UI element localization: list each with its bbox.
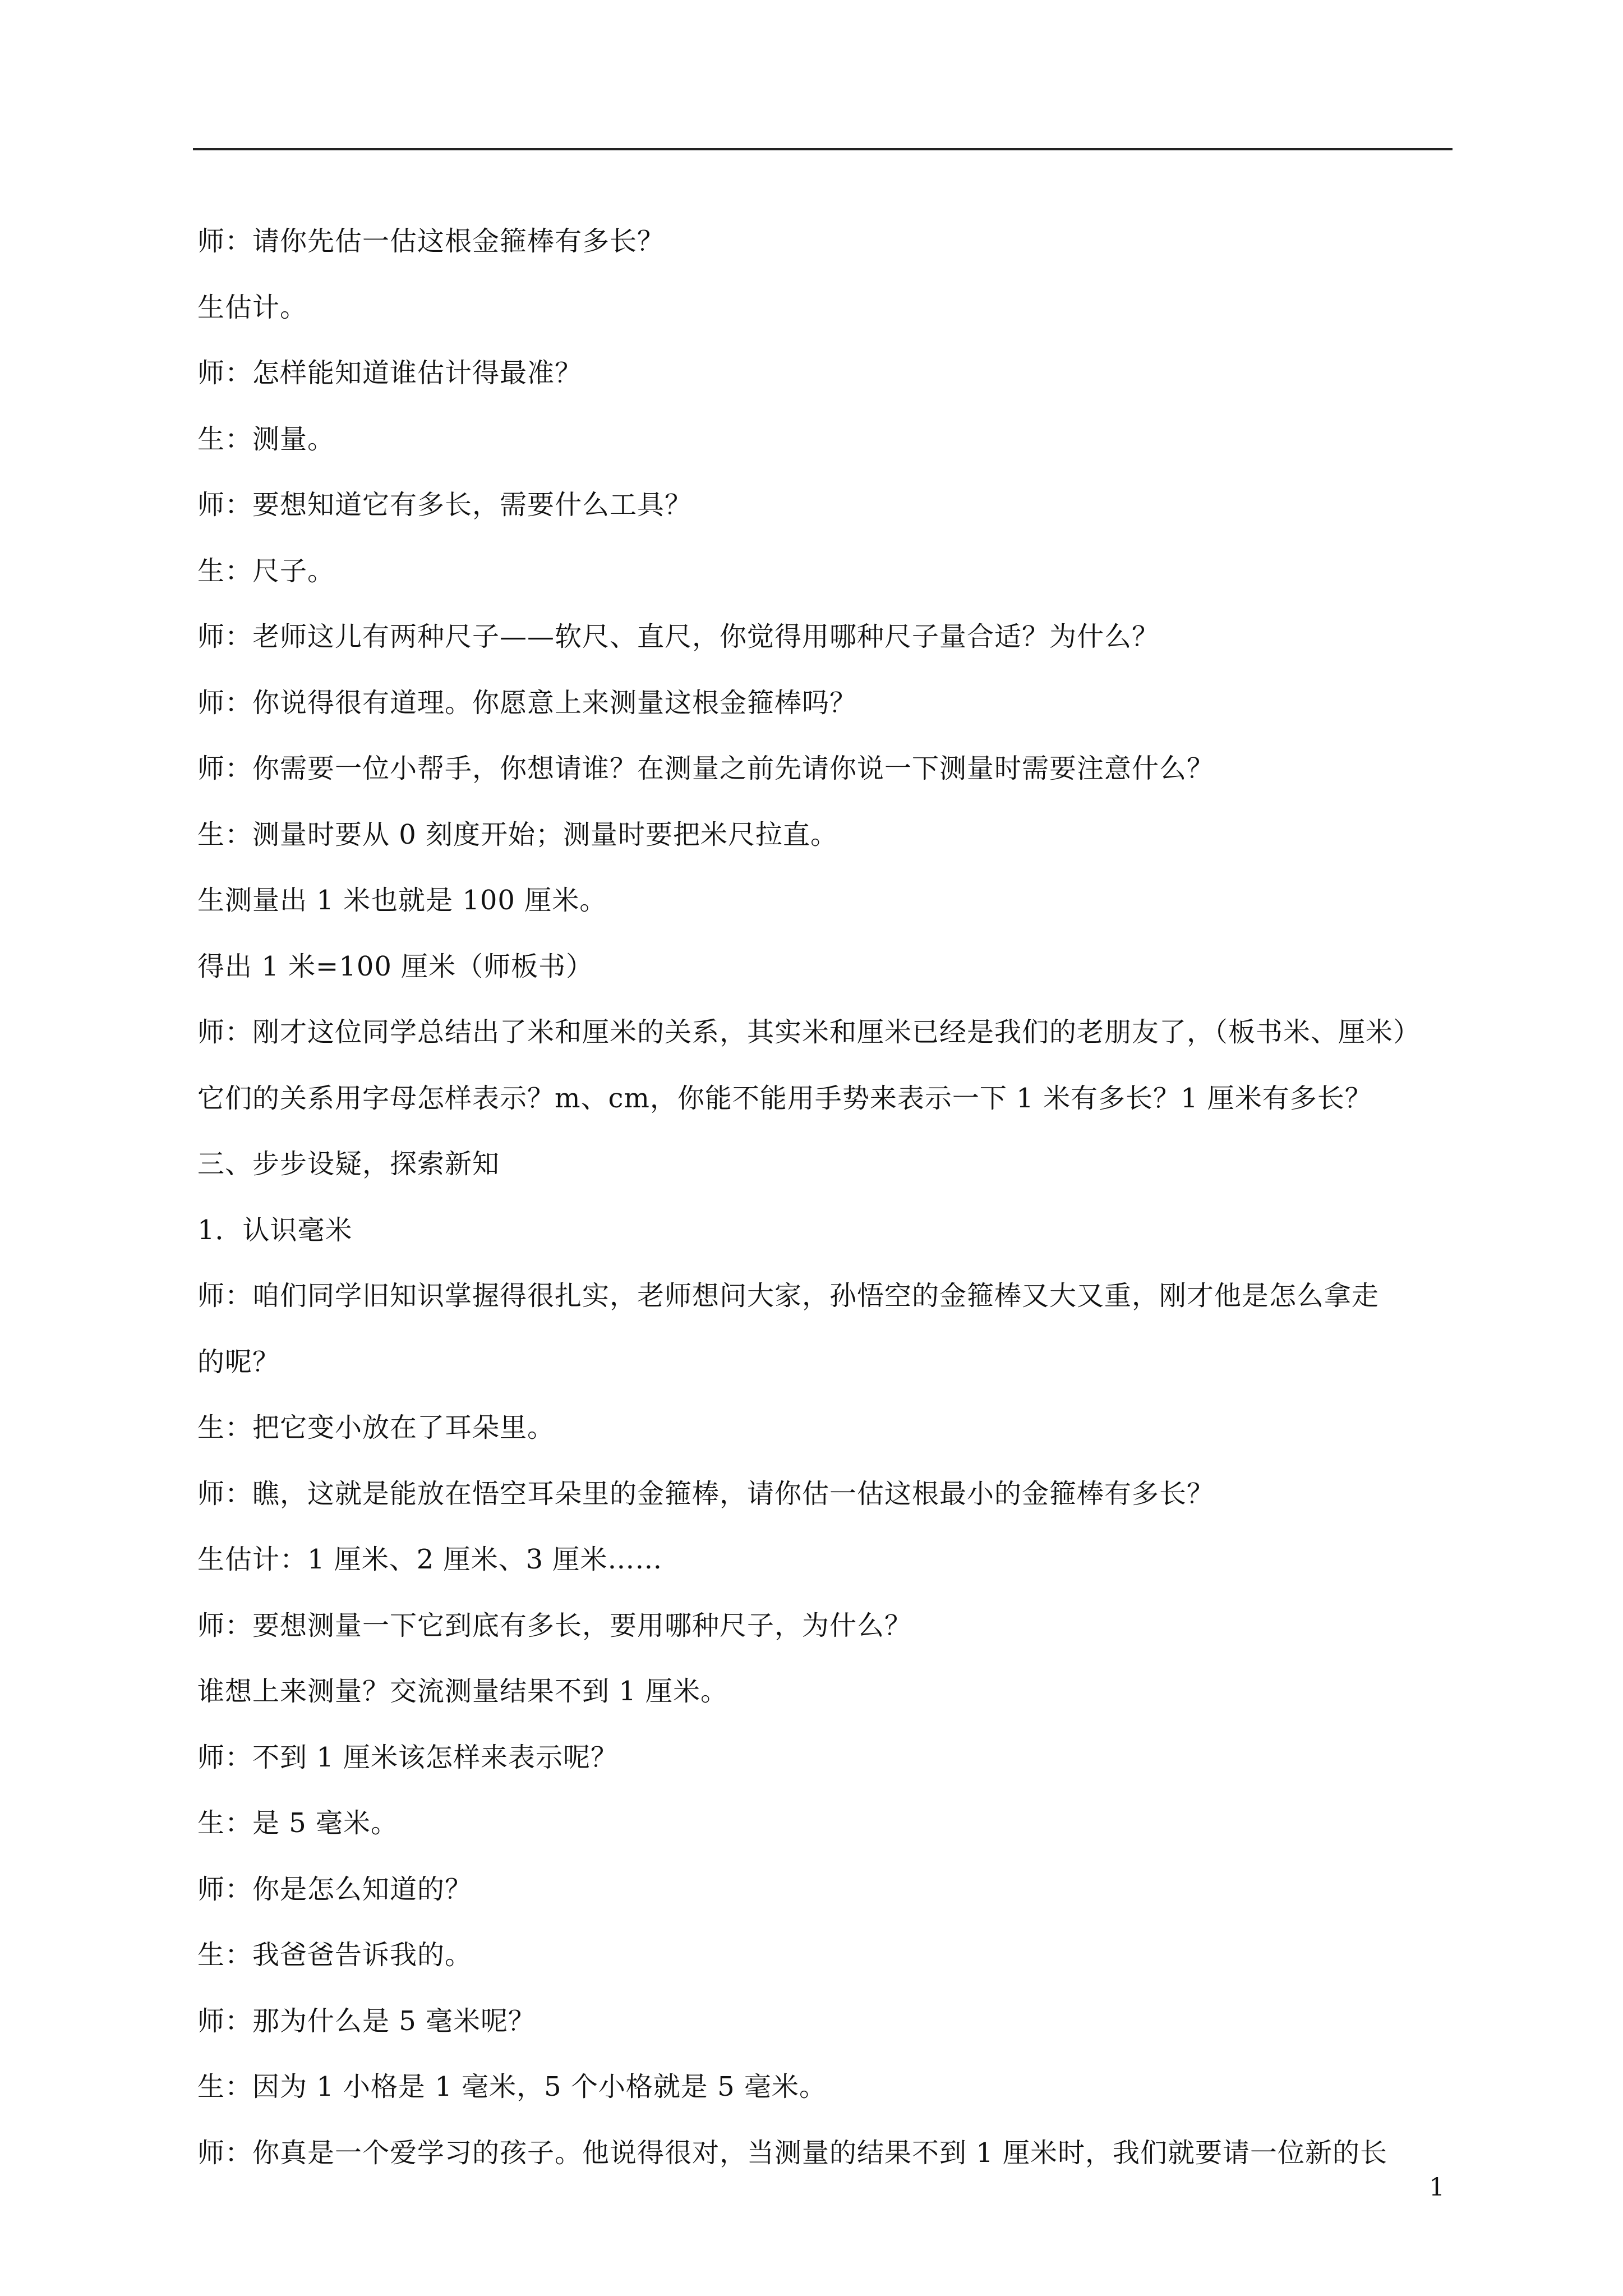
- header-rule: [193, 148, 1453, 150]
- page-number: 1: [1429, 2173, 1445, 2202]
- text-line: 师：你说得很有道理。你愿意上来测量这根金箍棒吗？: [197, 687, 857, 719]
- text-line: 师：你是怎么知道的？: [197, 1873, 473, 1905]
- text-line: 师：你需要一位小帮手，你想请谁？在测量之前先请你说一下测量时需要注意什么？: [197, 753, 1215, 784]
- text-line: 的呢？: [197, 1346, 280, 1378]
- text-line: 谁想上来测量？交流测量结果不到 1 厘米。: [197, 1676, 728, 1707]
- text-line: 生：测量时要从 0 刻度开始；测量时要把米尺拉直。: [197, 818, 838, 850]
- text-line: 师：老师这儿有两种尺子——软尺、直尺，你觉得用哪种尺子量合适？为什么？: [197, 621, 1160, 652]
- text-line: 师：刚才这位同学总结出了米和厘米的关系，其实米和厘米已经是我们的老朋友了，（板书米、厘米）: [197, 1016, 1421, 1048]
- text-line: 得出 1 米=100 厘米（师板书）: [197, 950, 594, 982]
- text-line: 生：是 5 毫米。: [197, 1807, 399, 1839]
- text-line: 师：你真是一个爱学习的孩子。他说得很对，当测量的结果不到 1 厘米时，我们就要请一位新的长: [197, 2137, 1388, 2169]
- subsection-heading: 1．认识毫米: [197, 1214, 353, 1246]
- text-line: 生估计：1 厘米、2 厘米、3 厘米……: [197, 1544, 663, 1575]
- text-line: 生：测量。: [197, 423, 335, 455]
- text-line: 师：怎样能知道谁估计得最准？: [197, 357, 583, 389]
- section-heading: 三、步步设疑，探索新知: [197, 1148, 500, 1180]
- text-line: 师：要想知道它有多长，需要什么工具？: [197, 489, 693, 521]
- document-body: [197, 209, 1454, 2186]
- text-line: 生：尺子。: [197, 555, 335, 587]
- text-line: 生测量出 1 米也就是 100 厘米。: [197, 885, 607, 916]
- text-line: 生：把它变小放在了耳朵里。: [197, 1412, 555, 1443]
- text-line: 它们的关系用字母怎样表示？m、cm，你能不能用手势来表示一下 1 米有多长？1 厘米有多长？: [197, 1082, 1372, 1114]
- text-line: 师：不到 1 厘米该怎样来表示呢？: [197, 1741, 619, 1773]
- text-line: 师：那为什么是 5 毫米呢？: [197, 2005, 536, 2037]
- text-line: 生估计。: [197, 291, 308, 323]
- text-line: 师：瞧，这就是能放在悟空耳朵里的金箍棒，请你估一估这根最小的金箍棒有多长？: [197, 1478, 1215, 1510]
- text-line: 生：我爸爸告诉我的。: [197, 1939, 473, 1971]
- text-line: 师：咱们同学旧知识掌握得很扎实，老师想问大家，孙悟空的金箍棒又大又重，刚才他是怎么拿走: [197, 1280, 1380, 1312]
- text-line: 师：请你先估一估这根金箍棒有多长？: [197, 226, 665, 257]
- text-line: 生：因为 1 小格是 1 毫米，5 个小格就是 5 毫米。: [197, 2071, 827, 2102]
- text-line: 师：要想测量一下它到底有多长，要用哪种尺子，为什么？: [197, 1609, 912, 1641]
